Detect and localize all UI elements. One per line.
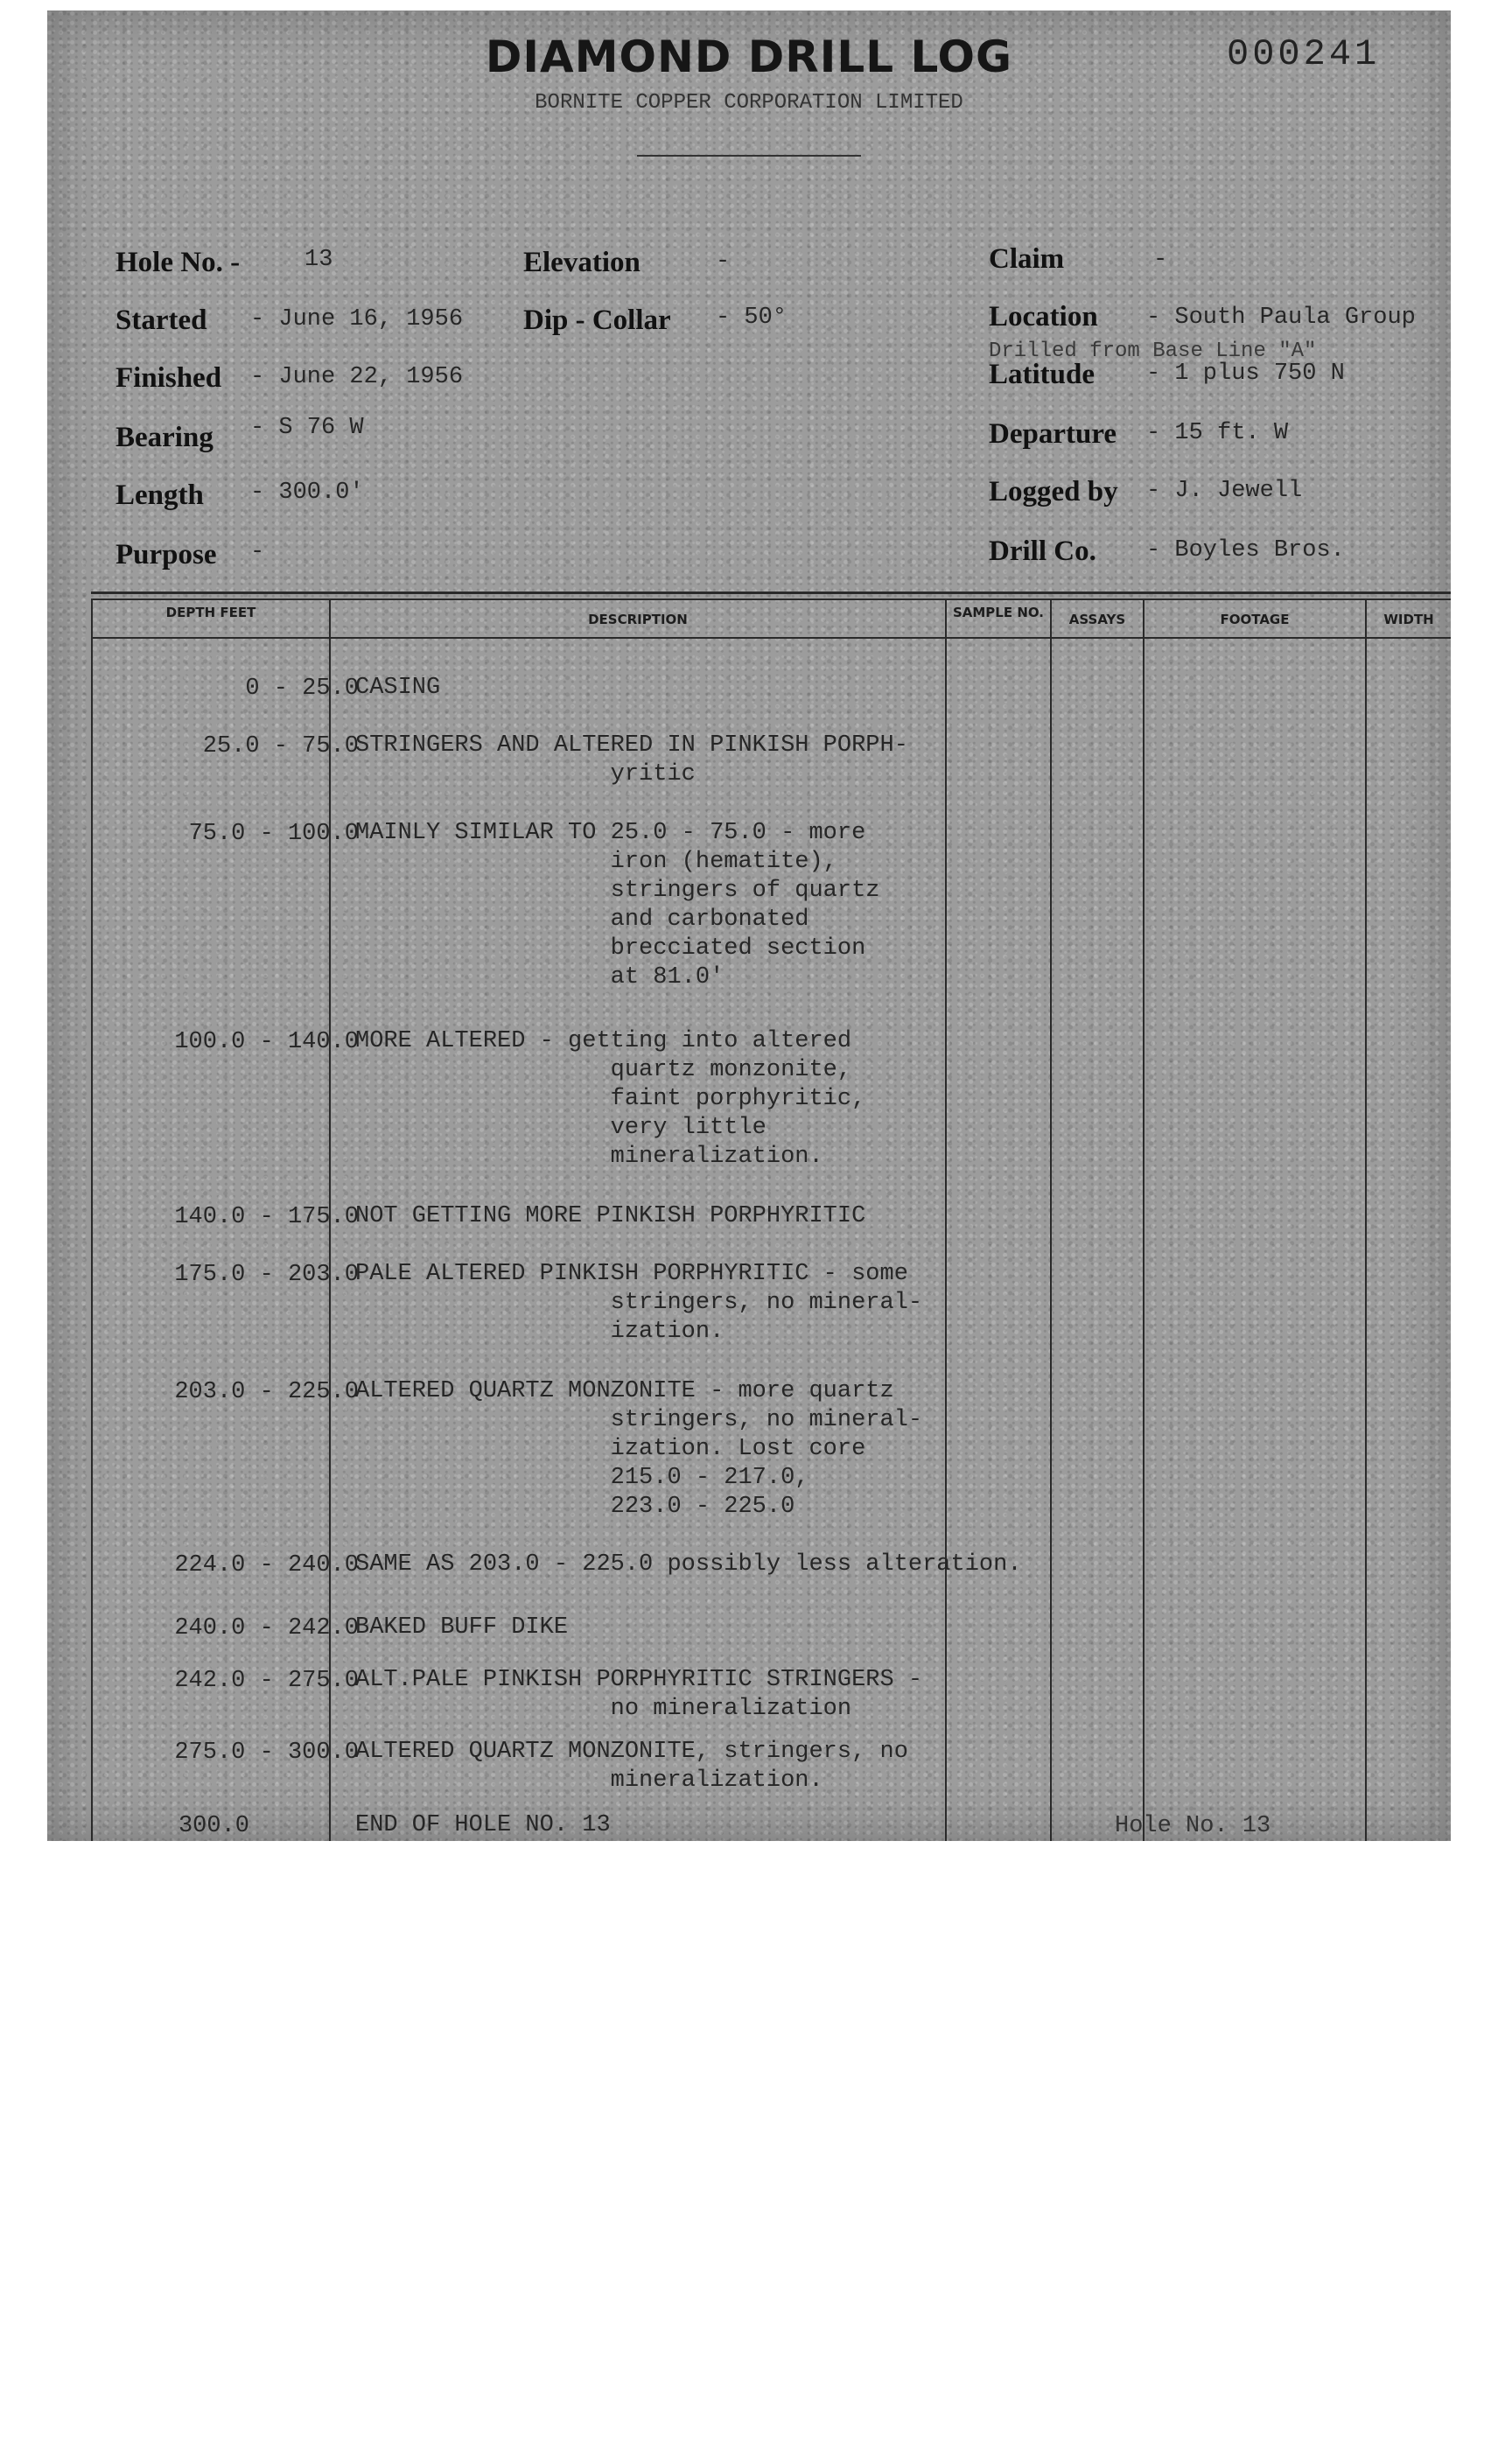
- column-header-width: WIDTH: [1383, 612, 1434, 627]
- started-value: - June 16, 1956: [250, 306, 464, 332]
- header-bottom-rule: [91, 637, 1451, 639]
- claim-value: -: [1153, 247, 1168, 273]
- latitude-value: - 1 plus 750 N: [1146, 360, 1345, 387]
- entry-description: ALT.PALE PINKISH PORPHYRITIC STRINGERS - no mineralization: [355, 1667, 923, 1722]
- column-header-footage: FOOTAGE: [1220, 612, 1290, 627]
- length-value: - 300.0': [250, 480, 364, 506]
- assays-column-rule: [1143, 598, 1144, 1841]
- document-number: 000241: [1227, 33, 1381, 75]
- entry-depth: 275.0 - 300.0: [174, 1740, 359, 1766]
- entry-depth: 0 - 25.0: [245, 676, 359, 702]
- length-label: Length: [116, 480, 204, 511]
- entry-depth: 25.0 - 75.0: [202, 733, 359, 760]
- log-sheet: [47, 10, 1451, 1841]
- entry-description: MAINLY SIMILAR TO 25.0 - 75.0 - more iron (hematite), stringers of quartz and carbonated brecciated section at 81.0': [355, 820, 880, 990]
- description-column-rule: [945, 598, 947, 1841]
- title-underline: [637, 155, 861, 157]
- company-name: BORNITE COPPER CORPORATION LIMITED: [535, 91, 963, 115]
- elevation-value: -: [716, 248, 731, 275]
- document-title: DIAMOND DRILL LOG: [485, 32, 1013, 82]
- drilled-from-note: Drilled from Base Line "A": [989, 340, 1317, 363]
- entry-depth: 224.0 - 240.0: [174, 1552, 359, 1578]
- entry-depth: 140.0 - 175.0: [174, 1204, 359, 1230]
- bearing-value: - S 76 W: [250, 415, 364, 441]
- location-label: Location: [989, 301, 1098, 332]
- table-left-rule: [91, 598, 93, 1841]
- location-value: - South Paula Group: [1146, 304, 1416, 331]
- purpose-value: -: [250, 539, 265, 565]
- footage-column-rule: [1365, 598, 1367, 1841]
- column-header-assays: ASSAYS: [1068, 612, 1126, 627]
- footer-hole-number: Hole No. 13: [1115, 1813, 1271, 1839]
- departure-value: - 15 ft. W: [1146, 420, 1289, 446]
- departure-label: Departure: [989, 418, 1117, 450]
- table-top-rule: [91, 592, 1451, 594]
- entry-description: MORE ALTERED - getting into altered quartz monzonite, faint porphyritic, very little mineralization.: [355, 1028, 866, 1170]
- entry-depth: 242.0 - 275.0: [174, 1668, 359, 1694]
- table-top-rule-inner: [91, 598, 1451, 600]
- drill-co-label: Drill Co.: [989, 536, 1096, 567]
- entry-depth: 175.0 - 203.0: [174, 1262, 359, 1288]
- entry-description: CASING: [355, 675, 441, 701]
- logged-by-value: - J. Jewell: [1146, 478, 1303, 504]
- entry-description: PALE ALTERED PINKISH PORPHYRITIC - some stringers, no mineral- ization.: [355, 1261, 923, 1345]
- entry-description: ALTERED QUARTZ MONZONITE, stringers, no mineralization.: [355, 1739, 908, 1794]
- column-header-sample: SAMPLE NO.: [952, 605, 1045, 620]
- entry-depth: 300.0: [178, 1813, 249, 1839]
- started-label: Started: [116, 304, 207, 336]
- elevation-label: Elevation: [523, 247, 640, 278]
- entry-depth: 75.0 - 100.0: [188, 821, 359, 847]
- dip-collar-value: - 50°: [716, 304, 788, 331]
- finished-value: - June 22, 1956: [250, 364, 464, 390]
- entry-description: BAKED BUFF DIKE: [355, 1614, 569, 1641]
- entry-depth: 203.0 - 225.0: [174, 1379, 359, 1405]
- hole-no-label: Hole No. -: [116, 247, 241, 278]
- entry-description: ALTERED QUARTZ MONZONITE - more quartz stringers, no mineral- ization. Lost core 215.0 - 217.0, 223.0 - 225.0: [355, 1378, 923, 1520]
- bearing-label: Bearing: [116, 422, 214, 453]
- entry-depth: 100.0 - 140.0: [174, 1029, 359, 1055]
- entry-depth: 240.0 - 242.0: [174, 1615, 359, 1642]
- purpose-label: Purpose: [116, 539, 217, 570]
- finished-label: Finished: [116, 362, 222, 394]
- drill-co-value: - Boyles Bros.: [1146, 537, 1345, 564]
- entry-description: SAME AS 203.0 - 225.0 possibly less alteration.: [355, 1551, 1022, 1578]
- entry-description: STRINGERS AND ALTERED IN PINKISH PORPH- yritic: [355, 732, 908, 788]
- hole-no-value: 13: [304, 247, 333, 273]
- column-header-depth: DEPTH FEET: [165, 605, 256, 620]
- claim-label: Claim: [989, 243, 1065, 275]
- entry-description: NOT GETTING MORE PINKISH PORPHYRITIC: [355, 1203, 866, 1229]
- logged-by-label: Logged by: [989, 476, 1118, 508]
- sample-column-rule: [1050, 598, 1052, 1841]
- entry-description: END OF HOLE NO. 13: [355, 1812, 611, 1838]
- column-header-description: DESCRIPTION: [588, 612, 688, 627]
- dip-collar-label: Dip - Collar: [523, 304, 671, 336]
- latitude-label: Latitude: [989, 359, 1096, 390]
